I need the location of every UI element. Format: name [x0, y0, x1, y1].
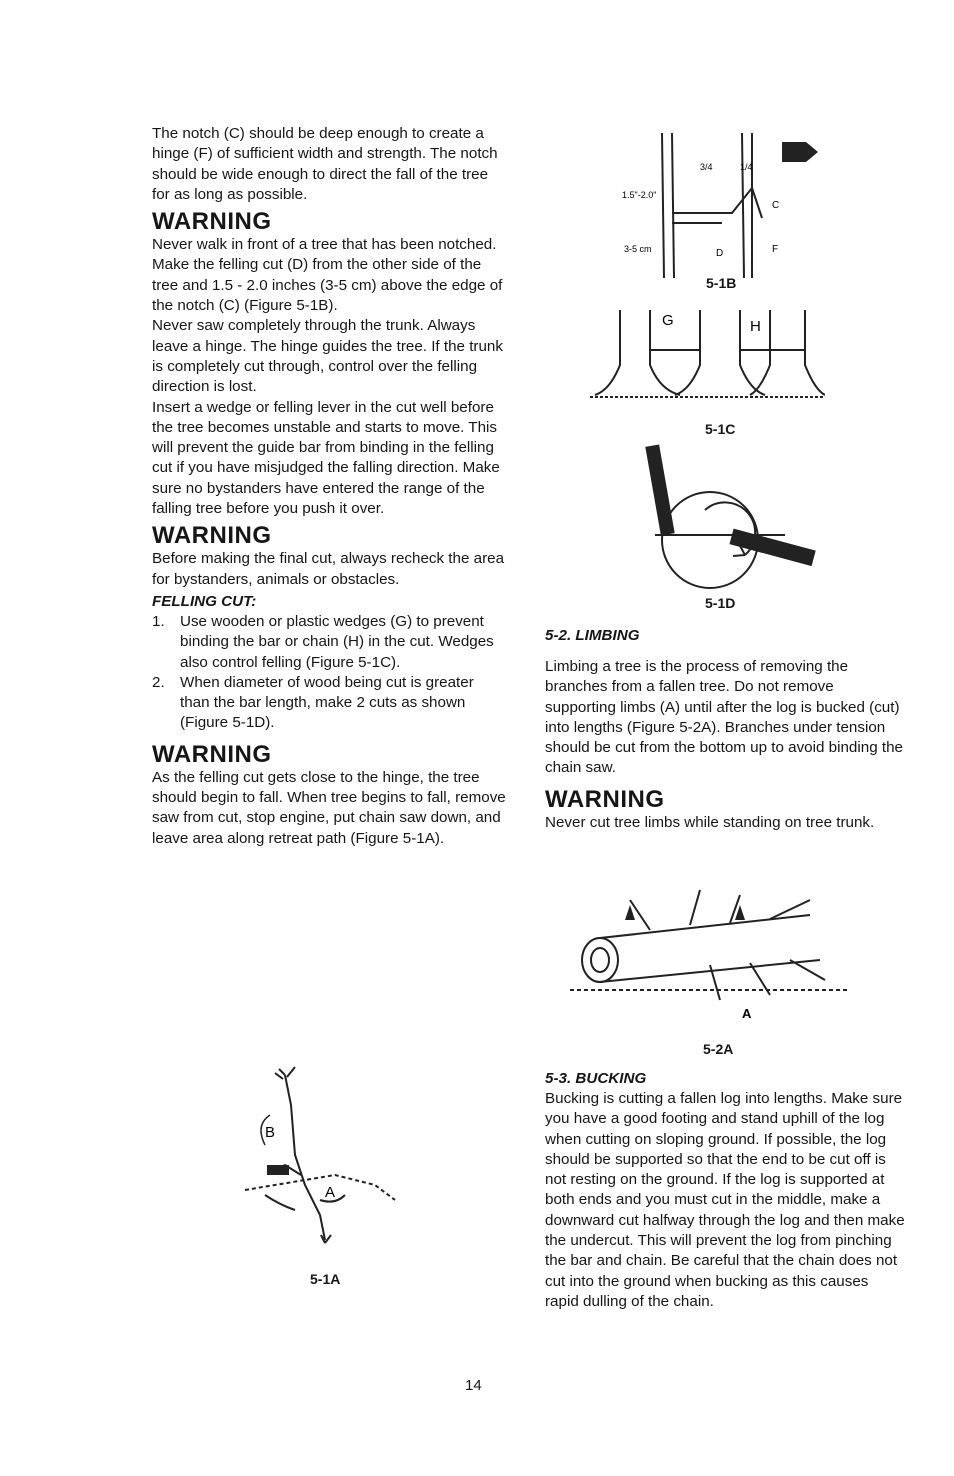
felling-cut-heading: FELLING CUT:: [152, 592, 257, 610]
warning1-p2: Make the felling cut (D) from the other side of the tree and 1.5 - 2.0 inches (3-5 cm) above the edge of the notch (C) (Figure 5-1B).: [152, 256, 503, 315]
right-column-limbing: [545, 624, 905, 833]
figure-5-1b-notch-diagram: [622, 128, 827, 278]
limbing-p1: Limbing a tree is the process of removing the branches from a fallen tree. Do not remove supporting limbs (A) until after the log is bucked (cut) into lengths (Figure 5-2A). Branches under tension should be cut from the bottom up to avoid binding the chain saw.: [545, 658, 903, 777]
notch-intro: The notch (C) should be deep enough to create a hinge (F) of sufficient width and strength. The notch should be wide enough to direct the fall of the tree for as long as possible.: [152, 125, 498, 203]
figure-label-h: H: [750, 318, 761, 335]
figure-caption-5-2a: 5-2A: [703, 1041, 734, 1057]
figure-caption-5-1a: 5-1A: [310, 1271, 341, 1287]
warning1-p3: Never saw completely through the trunk. Always leave a hinge. The hinge guides the tree. If the trunk is completely cut through, control over the felling direction is lost.: [152, 317, 503, 396]
dim-label-cm: 3-5 cm: [624, 244, 652, 254]
warning4-p1: Never cut tree limbs while standing on tree trunk.: [545, 813, 875, 831]
figure-label-g: G: [662, 312, 674, 329]
warning1-p1: Never walk in front of a tree that has been notched.: [152, 236, 497, 254]
figure-label-c: C: [772, 200, 780, 211]
figure-label-a: A: [325, 1184, 336, 1201]
figure-label-f: F: [772, 244, 779, 255]
right-column-bucking: [545, 1067, 905, 1312]
warning-heading-1: WARNING: [152, 208, 272, 236]
left-column: [152, 124, 507, 849]
list-item: 1. Use wooden or plastic wedges (G) to prevent binding the bar or chain (H) in the cut. Wedges also control felling (Figure 5-1C).: [152, 612, 494, 671]
figure-5-2a-limbing-diagram: [570, 885, 850, 1020]
figure-caption-5-1d: 5-1D: [705, 595, 736, 611]
list-item: 2. When diameter of wood being cut is greater than the bar length, make 2 cuts as shown (Figure 5-1D).: [152, 673, 474, 732]
felling-cut-list: [152, 612, 507, 734]
warning-heading-3: WARNING: [152, 740, 272, 768]
dim-top-label-2: 1/4: [740, 162, 753, 172]
warning2-p1: Before making the final cut, always recheck the area for bystanders, animals or obstacles.: [152, 550, 505, 588]
figure-label-a: A: [742, 1006, 752, 1020]
figure-5-1c-wedge-diagram: [590, 305, 825, 405]
dim-label: 1.5"-2.0": [622, 190, 657, 200]
limbing-heading: 5-2. LIMBING: [545, 627, 640, 644]
figure-label-d: D: [716, 248, 724, 259]
figure-5-1d-two-cut-diagram: [635, 440, 820, 590]
warning1-p4: Insert a wedge or felling lever in the cut well before the tree becomes unstable and starts to move. This will prevent the guide bar from binding in the felling cut if you have misjudged the falling direction. Make sure no bystanders have entered the range of the falling tree before you push it over.: [152, 398, 500, 518]
figure-label-b: B: [265, 1124, 276, 1141]
figure-5-1a-felling-retreat: [225, 1065, 405, 1260]
bucking-p1: Bucking is cutting a fallen log into lengths. Make sure you have a good footing and stand uphill of the log when cutting on sloping ground. If possible, the log should be supported so that the end to be cut off is not resting on the ground. If the log is supported at both ends and you must cut in the middle, make a downward cut halfway through the log and then make the undercut. This will prevent the log from pinching the bar and chain. Be careful that the chain does not cut into the ground when bucking as this causes rapid dulling of the chain.: [545, 1090, 905, 1310]
figure-caption-5-1b: 5-1B: [706, 275, 737, 291]
figure-caption-5-1c: 5-1C: [705, 421, 736, 437]
page-number: 14: [465, 1377, 482, 1394]
dim-top-label: 3/4: [700, 162, 713, 172]
warning-heading-4: WARNING: [545, 785, 665, 813]
bucking-heading: 5-3. BUCKING: [545, 1070, 647, 1087]
warning3-p1: As the felling cut gets close to the hinge, the tree should begin to fall. When tree begins to fall, remove saw from cut, stop engine, put chain saw down, and leave area along retreat path (Figure 5-1A).: [152, 768, 506, 847]
warning-heading-2: WARNING: [152, 522, 272, 550]
